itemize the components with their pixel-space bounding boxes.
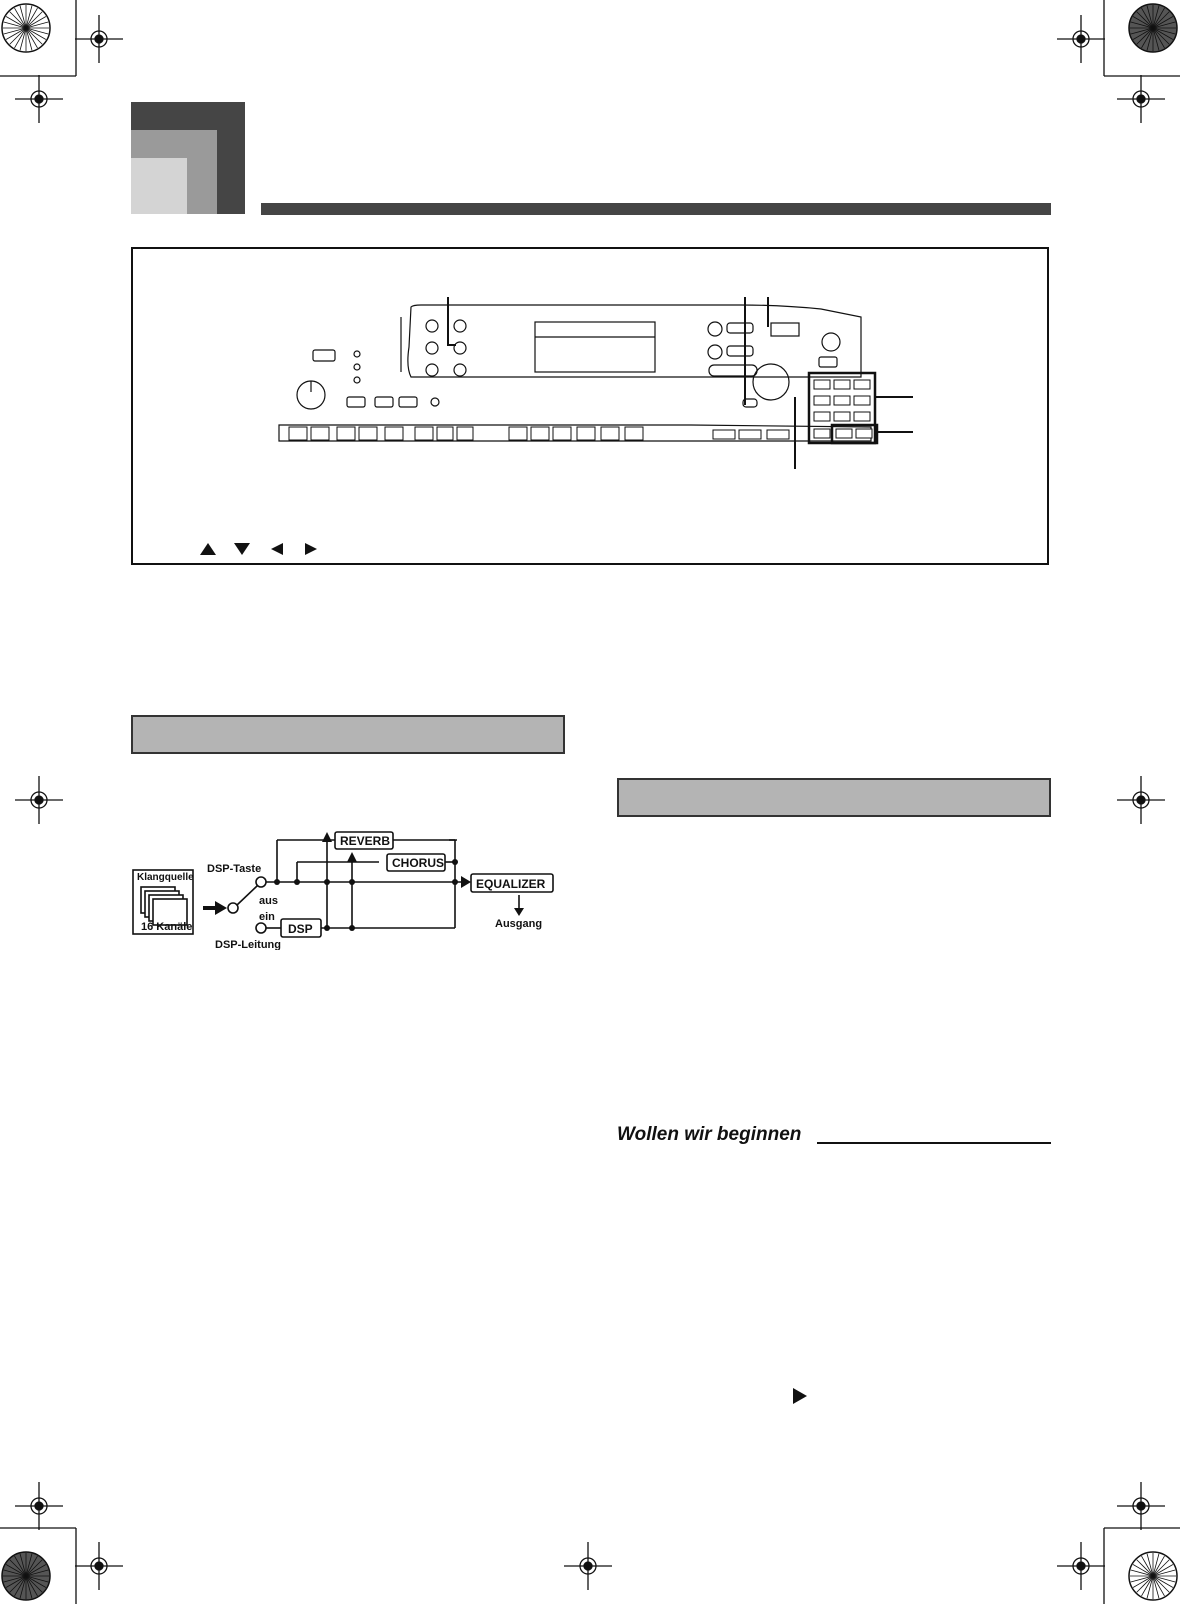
dsp-signal-flow-diagram [131,830,571,950]
subheading-getting-started: Wollen wir beginnen [617,1124,802,1145]
section-heading-box-left [131,715,565,754]
off-label: aus [259,895,278,907]
continue-arrow-icon [792,1387,808,1405]
equalizer-label: EQUALIZER [476,877,546,891]
source-label: Klangquelle [137,872,194,883]
keyboard-panel-illustration [131,247,1049,565]
dsp-block-label: DSP [288,922,313,936]
right-arrow-icon [305,543,317,555]
subheading-rule [817,1142,1051,1144]
output-label: Ausgang [495,918,543,930]
down-arrow-icon [234,543,250,555]
up-arrow-icon [200,543,216,555]
chorus-label: CHORUS [392,856,445,870]
on-label: ein [259,911,275,923]
left-arrow-icon [271,543,283,555]
dsp-button-label: DSP-Taste [207,863,262,875]
section-heading-box-right [617,778,1051,817]
dsp-line-label: DSP-Leitung [215,939,281,950]
reverb-label: REVERB [340,834,391,848]
channels-label: 16 Kanäle [141,921,193,933]
